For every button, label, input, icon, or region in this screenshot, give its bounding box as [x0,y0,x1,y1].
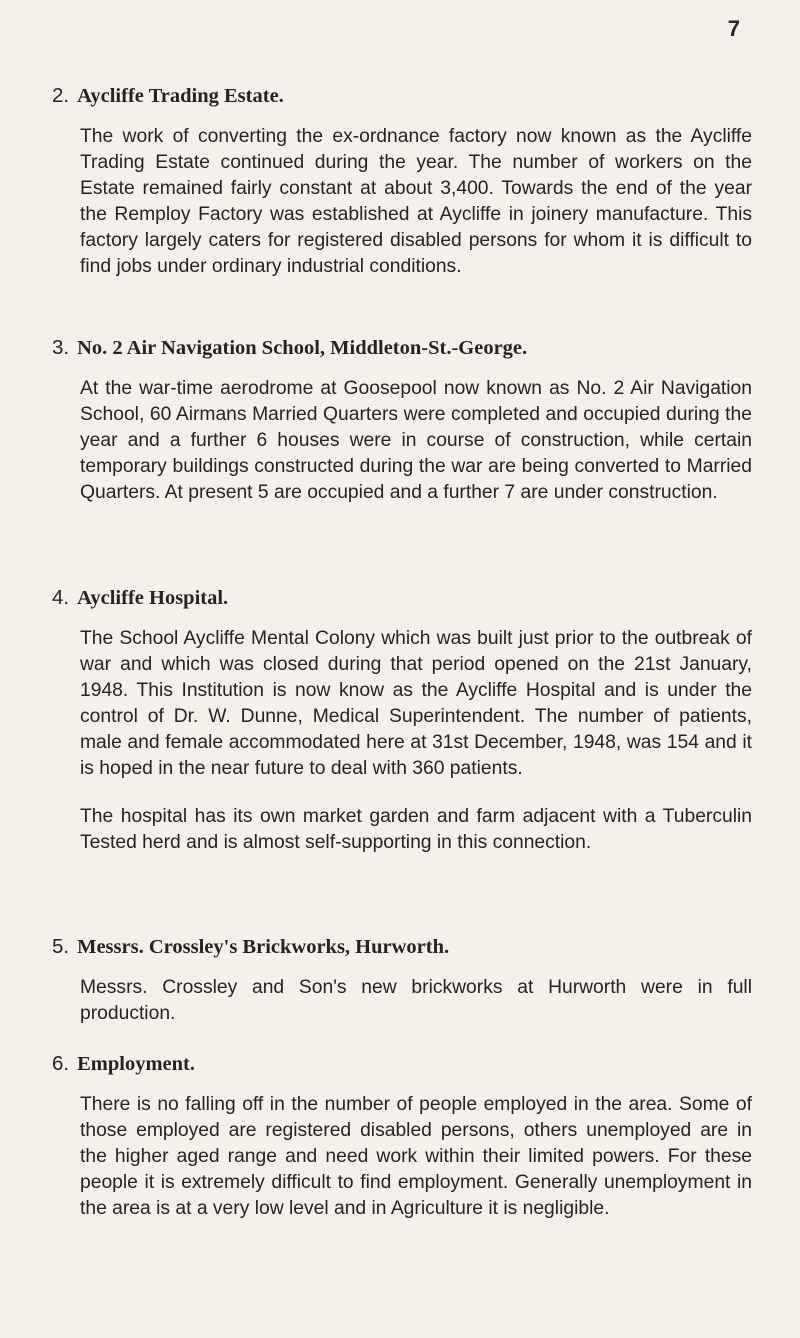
section-title: Aycliffe Hospital. [77,587,229,609]
section-title: Aycliffe Trading Estate. [77,85,284,107]
section-paragraph: Messrs. Crossley and Son's new brickworks at Hurworth were in full production. [80,977,752,1024]
section-aycliffe-trading-estate [52,84,752,280]
section-aycliffe-hospital [52,586,752,856]
section-title: Messrs. Crossley's Brickworks, Hurworth. [77,936,450,958]
section-number: 5. [52,935,70,958]
section-number: 6. [52,1052,70,1075]
section-air-navigation-school [52,336,752,506]
section-number: 3. [52,336,70,359]
section-number: 4. [52,586,70,609]
section-heading [52,84,752,108]
section-crossleys-brickworks [52,935,752,1027]
page-number: 7 [727,16,740,41]
section-title: Employment. [77,1053,195,1075]
section-heading [52,935,752,959]
section-heading [52,336,752,360]
section-paragraph: There is no falling off in the number of people employed in the area. Some of those employed are registered disabled persons, others unemployed are in the higher aged range and need work within their limited powers. For these people it is extremely difficult to find employment. Generally unemployment in the area is at a very low level and in Agriculture it is negligible. [80,1094,752,1219]
section-paragraph: The School Aycliffe Mental Colony which was built just prior to the outbreak of war and which was closed during that period opened on the 21st January, 1948. This Institution is now know as the Aycliffe Hospital and is under the control of Dr. W. Dunne, Medical Superintendent. The number of patients, male and female accommodated here at 31st December, 1948, was 154 and it is hoped in the near future to deal with 360 patients. [80,628,752,779]
section-paragraph: The work of converting the ex-ordnance factory now known as the Aycliffe Trading Estate continued during the year. The number of workers on the Estate remained fairly constant at about 3,400. Towards the end of the year the Remploy Factory was established at Aycliffe in joinery manufacture. This factory largely caters for registered disabled persons for whom it is difficult to find jobs under ordinary industrial conditions. [80,126,752,277]
section-paragraph: The hospital has its own market garden and farm adjacent with a Tuberculin Tested herd and is almost self-supporting in this connection. [80,806,752,853]
section-heading [52,1052,752,1076]
section-number: 2. [52,84,70,107]
section-employment [52,1052,752,1222]
section-title: No. 2 Air Navigation School, Middleton-St.-George. [77,337,528,359]
section-heading [52,586,752,610]
section-paragraph: At the war-time aerodrome at Goosepool now known as No. 2 Air Navigation School, 60 Airmans Married Quarters were completed and occupied during the year and a further 6 houses were in course of construction, while certain temporary buildings constructed during the war are being converted to Married Quarters. At present 5 are occupied and a further 7 are under construction. [80,378,752,503]
